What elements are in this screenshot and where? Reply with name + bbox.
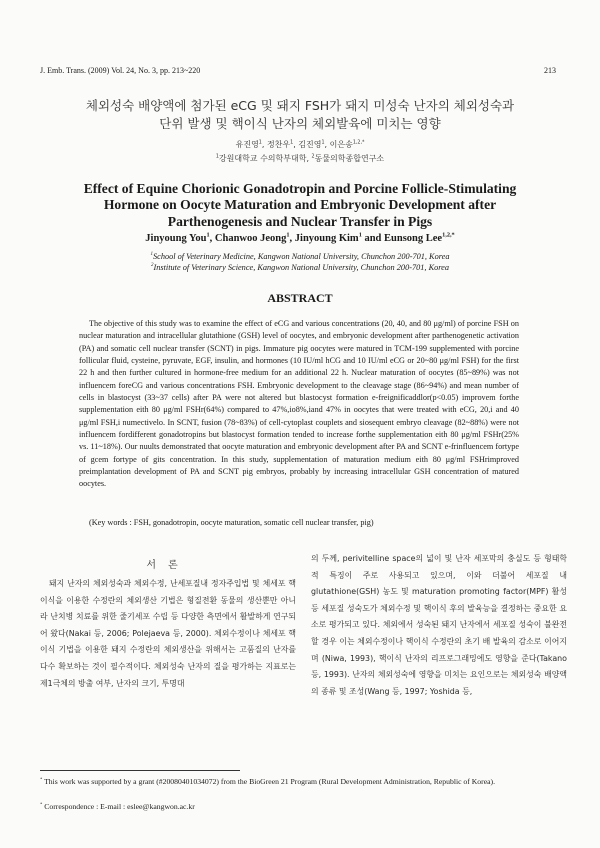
footnote-divider [40,770,240,771]
english-affil-1-text: School of Veterinary Medicine, Kangwon National University, Chunchon 200-701, Korea [152,252,450,261]
english-authors: Jinyoung You$^1$, Chanwoo Jeong$^1$, Jinyoung Kim$^1$ and Eunsong Lee$^{1,2,*}$ [145,231,455,244]
affil-sup: 1 [150,252,153,258]
author-sup: 1,2,* [352,140,365,146]
korean-authors: 유진영$^1$, 정찬우$^1$, 김진영$^1$, 이은송$^{1,2,*}$ [235,140,365,149]
abstract-body: The objective of this study was to examine the effect of eCG and various concentrations (20, 40, and 80 μg/ml) of porcine FSH on nuclear maturation and intracellular glutathione (GSH) level of oocytes, and embryonic development after parthenogenetic activation (PA) and somatic cell nuclear transfer (SCNT) in pigs. Immature pig oocytes were matured in TCM-199 supplemented with porcine follicular fluid, cysteine, pyruvate, EGF, insulin, and hormones (10 IU/ml hCG and 10 IU/ml eCG or 20~80 μg/ml FSH) for the first 22 h and then further cultured in hormone-free medium for an additional 22 h. Nuclear maturation of oocytes (85~89%) was not influencem foreCG and various concentrations FSH. Embryonic development to the cleavage stage (86~94%) and mean number of cells in blastocyst (33~37 cells) after PA were not altered but blastocyst formation e-freignificaddlor(p<0.05) improvem forthe supplementation eith 80 μg/ml FSHr(64%) compared to 47%,io8%,iand 47% in oocytes that were treated with eCG, 20,i and 40 μg/ml FSH,i numectivelo. In SCNT, fusion (78~83%) of cell-cytoplast couplets and siosequent embryo cleavage (82~88%) were not influencem fordifferent gonadotropins but blastocyst formation tended to increase forthe supplementation eith 80 μg/ml FSHr(25% vs. 11~18%). Our nuults demonstrated that oocyte maturation and embryonic development after PA and SCNT e-frinfluencem fortype of gcem fortype of gits concentration. In this study, supplementation of maturation medium eith 80 μg/ml FSHrimproved preimplantation development of PA and SCNT pig embryos, probably by increasing intracellular GSH concentration of matured oocytes. [79,319,519,489]
footnote-mark: * [40,776,43,782]
author-sup: 1 [358,231,362,239]
english-title-line-1: Effect of Equine Chorionic Gonadotropin and Porcine Follicle-Stimulating [83,181,517,196]
intro-paragraph-right: 의 두께, perivitelline space의 넓이 및 난자 세포막의 충실도 등 형태학적 특징이 주로 사용되고 있으며, 이와 더불어 세포질 내 glutathione(GSH) 농도 및 maturation promoting factor(MPF) 활성 등 세포질 성숙도가 체외수정 및 핵이식 후의 발육능을 결정하는 중요한 요소로 평가되고 있다. 체외에서 성숙된 돼지 난자에서 세포질 성숙이 불완전할 경우 이는 체외수정이나 핵이식 수정란의 초기 배 발육의 감소로 이어지며 (Niwa, 1993), 핵이식 난자의 리프로그래밍에도 영향을 준다(Takano 등, 1993). 난자의 체외성숙에 영향을 미치는 요인으로는 체외성숙 배양액의 종류 및 조성(Wang 등, 1997; Yoshida 등, [311,554,567,696]
footnote-funding [40,776,560,787]
intro-paragraph-left: 돼지 난자의 체외성숙과 체외수정, 난세포질내 정자주입법 및 체세포 핵이식을 이용한 수정란의 체외생산 기법은 형질전환 동물의 생산뿐만 아니라 난치병 치료를 위한 줄기세포 수립 등 다양한 측면에서 활발하게 연구되어 왔다(Nakai 등, 2006; Polejaeva 등, 2000). 체외수정이나 체세포 핵이식 기법을 이용한 돼지 수정란의 체외생산을 위해서는 고품질의 난자를 다수 확보하는 것이 필수적이다. 체외성숙 난자의 질을 평가하는 지표로는 제1극체의 방출 여부, 난자의 크기, 투명대 [40,579,296,688]
abstract-heading: ABSTRACT [267,291,333,305]
english-author: Jinyoung Kim [294,233,359,244]
korean-author: 유진영 [235,140,259,149]
korean-author: 정찬우 [266,140,291,149]
korean-affil-1: 강원대학교 수의학부대학, [218,154,312,163]
author-sup: 1 [258,140,262,146]
korean-affil-2: 동물의학종합연구소 [314,154,385,163]
english-title [40,181,560,230]
english-affil-2-text: Institute of Veterinary Science, Kangwon National University, Chunchon 200-701, Korea [153,263,450,272]
korean-title-line-2: 단위 발생 및 핵이식 난자의 체외발육에 미치는 영향 [159,116,441,131]
korean-title-line-1: 체외성숙 배양액에 첨가된 eCG 및 돼지 FSH가 돼지 미성숙 난자의 체외성숙과 [85,98,515,113]
english-affiliations [0,251,600,273]
english-author: Chanwoo Jeong [214,233,287,244]
english-title-line-3: Parthenogenesis and Nuclear Transfer in Pigs [167,213,433,229]
intro-right-column [311,551,567,700]
english-affil-2 [0,262,600,273]
affil-sup: 2 [311,154,315,160]
journal-citation: J. Emb. Trans. (2009) Vol. 24, No. 3, pp. 213~220 [40,66,201,75]
korean-author: 이은송 [329,140,353,149]
author-sup: 1 [286,231,290,239]
intro-left-column [40,558,296,692]
author-sup: 1,2,* [442,231,455,239]
korean-affiliation [0,153,600,164]
author-sup: 1 [321,140,325,146]
english-affil-1 [0,251,600,262]
footnote-mark: * [40,801,43,807]
author-sup: 1 [290,140,294,146]
intro-heading: 서론 [146,560,190,571]
author-and: and [364,233,382,244]
keywords: (Key words : FSH, gonadotropin, oocyte maturation, somatic cell nuclear transfer, pig) [89,518,374,527]
footnote-funding-text: This work was supported by a grant (#20080401034072) from the BioGreen 21 Program (Rural Development Administration, Republic of Korea). [44,777,496,786]
footnote-correspondence-text: Correspondence : E-mail : eslee@kangwon.ac.kr [44,802,195,811]
korean-title [40,97,560,133]
footnote-correspondence [40,801,560,812]
korean-author: 김진영 [298,140,322,149]
running-head [40,66,556,75]
author-sup: 1 [206,231,210,239]
english-title-line-2: Hormone on Oocyte Maturation and Embryonic Development after [103,197,497,213]
affil-sup: 1 [215,154,219,160]
english-author: Jinyoung You [145,233,207,244]
english-author: Eunsong Lee [384,233,443,244]
affil-sup: 2 [150,263,154,269]
page-number: 213 [544,66,556,75]
